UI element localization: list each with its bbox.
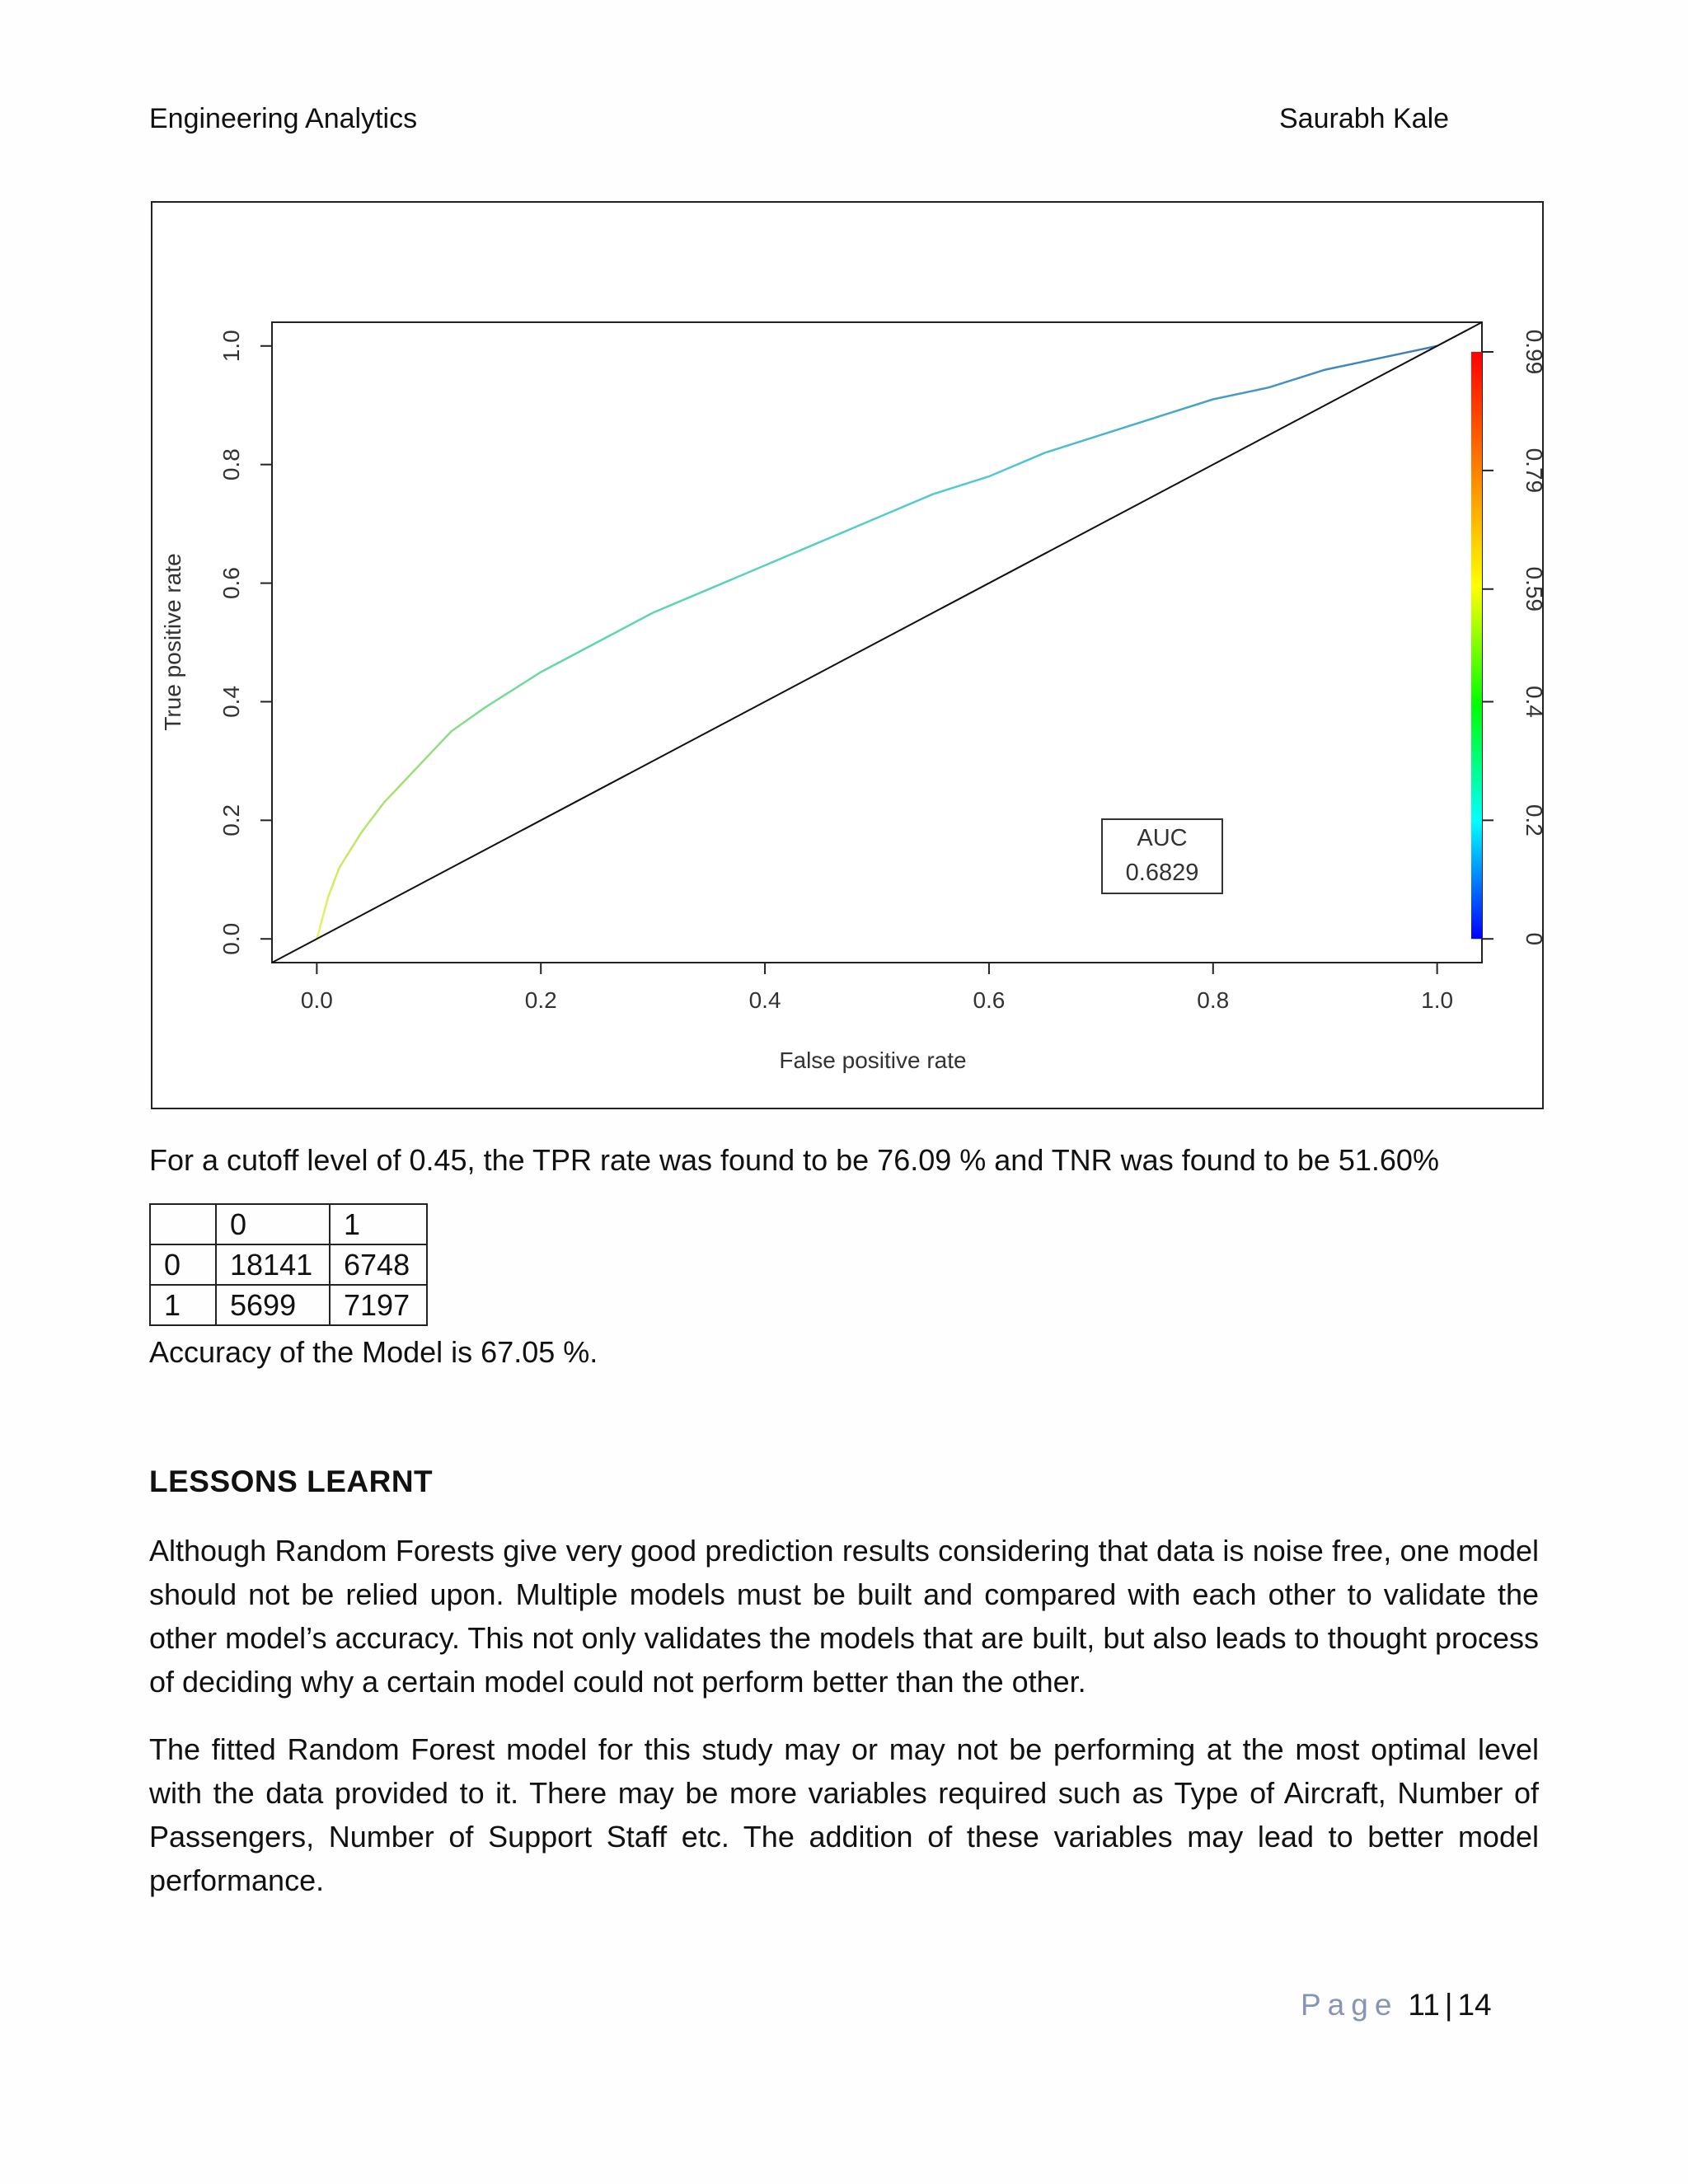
confusion-matrix bbox=[149, 1203, 428, 1326]
table-cell: 1 bbox=[330, 1204, 427, 1244]
page-word: Page bbox=[1301, 1988, 1399, 2022]
table-cell: 0 bbox=[216, 1204, 330, 1244]
reference-diagonal bbox=[272, 322, 1482, 963]
colorbar-tick-label: 0.2 bbox=[1522, 804, 1547, 837]
x-tick-label: 0.8 bbox=[1197, 987, 1230, 1013]
colorbar-gradient bbox=[1471, 352, 1482, 939]
table-cell: 18141 bbox=[216, 1244, 330, 1285]
table-row bbox=[150, 1244, 427, 1285]
x-tick-label: 0.4 bbox=[748, 987, 781, 1013]
series-layer bbox=[272, 322, 1482, 963]
table-cell: 5699 bbox=[216, 1285, 330, 1325]
y-axis bbox=[218, 330, 272, 954]
table-cell bbox=[150, 1204, 216, 1244]
y-tick-label: 1.0 bbox=[218, 330, 244, 363]
x-tick-label: 0.0 bbox=[300, 987, 333, 1013]
y-tick-label: 0.8 bbox=[218, 448, 244, 481]
x-axis-label: False positive rate bbox=[779, 1047, 967, 1073]
page-total: 14 bbox=[1457, 1988, 1492, 2022]
roc-chart bbox=[152, 203, 1547, 1108]
auc-value: 0.6829 bbox=[1125, 860, 1199, 886]
header-title: Engineering Analytics bbox=[149, 103, 418, 134]
y-axis-label: True positive rate bbox=[160, 553, 185, 731]
y-tick-label: 0.0 bbox=[218, 922, 244, 955]
cutoff-text: For a cutoff level of 0.45, the TPR rate was found to be 76.09 % and TNR was found to be 51.60% bbox=[149, 1143, 1439, 1177]
paragraph-1: Although Random Forests give very good prediction results considering that data is noise free, one model should not be relied upon. Multiple models must be built and compared with each other to validate the other model’s accuracy. This not only validates the models that are built, but also leads to thought process of deciding why a certain model could not perform better than the other. bbox=[149, 1534, 1539, 1699]
y-tick-label: 0.4 bbox=[218, 685, 244, 718]
header-author: Saurabh Kale bbox=[1279, 103, 1450, 134]
table-row bbox=[150, 1204, 427, 1244]
auc-title: AUC bbox=[1137, 825, 1188, 851]
table-row bbox=[150, 1285, 427, 1325]
auc-box bbox=[1102, 819, 1222, 893]
colorbar-tick-label: 0 bbox=[1522, 932, 1547, 946]
table-cell: 6748 bbox=[330, 1244, 427, 1285]
colorbar-tick-label: 0.79 bbox=[1522, 448, 1547, 494]
roc-chart-figure bbox=[151, 201, 1547, 1109]
table-cell: 7197 bbox=[330, 1285, 427, 1325]
page-separator: | bbox=[1444, 1988, 1453, 2022]
table-cell: 0 bbox=[150, 1244, 216, 1285]
accuracy-text: Accuracy of the Model is 67.05 %. bbox=[149, 1335, 598, 1369]
x-tick-label: 0.6 bbox=[973, 987, 1006, 1013]
page-number: 11 bbox=[1408, 1988, 1440, 2022]
colorbar-tick-label: 0.4 bbox=[1522, 685, 1547, 718]
x-tick-label: 1.0 bbox=[1421, 987, 1454, 1013]
x-tick-label: 0.2 bbox=[524, 987, 557, 1013]
y-tick-label: 0.6 bbox=[218, 567, 244, 600]
table-cell: 1 bbox=[150, 1285, 216, 1325]
page-footer bbox=[1301, 1986, 1492, 2024]
colorbar-tick-label: 0.59 bbox=[1522, 566, 1547, 612]
colorbar-tick-label: 0.99 bbox=[1522, 329, 1547, 375]
x-axis bbox=[301, 963, 1453, 1013]
section-heading: LESSONS LEARNT bbox=[149, 1465, 434, 1498]
y-tick-label: 0.2 bbox=[218, 804, 244, 837]
paragraph-2: The fitted Random Forest model for this study may or may not be performing at the most optimal level with the data provided to it. There may be more variables required such as Type of Aircraft, Number of Passengers, Number of Support Staff etc. The addition of these variables may lead to better model performance. bbox=[149, 1732, 1539, 1897]
